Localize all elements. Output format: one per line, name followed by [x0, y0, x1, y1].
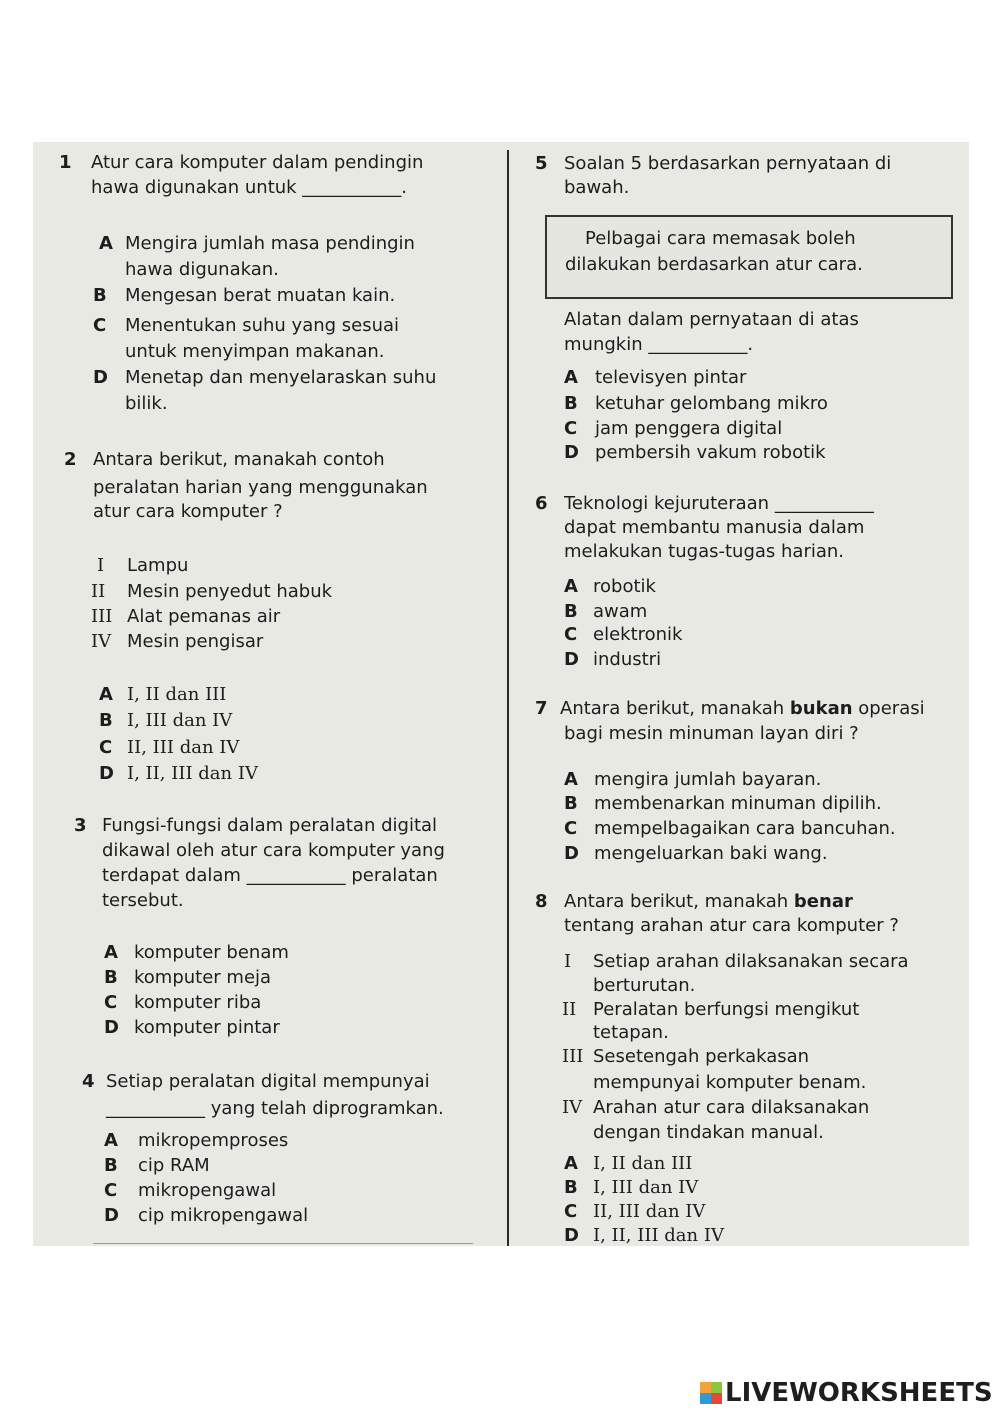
option-text: awam [593, 601, 648, 622]
liveworksheets-logo[interactable] [700, 1376, 993, 1410]
question-text: Antara berikut, manakah contoh [93, 449, 385, 470]
option-letter[interactable]: A [564, 1153, 578, 1174]
option-text: Menentukan suhu yang sesuai [125, 315, 400, 336]
question-text: Teknologi kejuruteraan ___________ [564, 493, 874, 514]
item-text: Arahan atur cara dilaksanakan [593, 1097, 870, 1118]
question-number: 8 [535, 891, 548, 912]
item-text: Peralatan berfungsi mengikut [593, 999, 860, 1020]
emphasis-word: benar [793, 891, 853, 912]
option-text: mempelbagaikan cara bancuhan. [594, 818, 896, 839]
question-number: 6 [535, 493, 548, 514]
item-text: berturutan. [593, 975, 696, 996]
worksheet-page [33, 142, 969, 1246]
question-text-part: operasi [852, 698, 925, 719]
question-number: 4 [82, 1071, 95, 1092]
option-text: jam penggera digital [595, 418, 783, 439]
item-text: Mesin penyedut habuk [127, 581, 333, 602]
option-text: cip mikropengawal [138, 1205, 309, 1226]
option-letter[interactable]: A [564, 769, 578, 790]
item-text: tetapan. [593, 1022, 669, 1043]
question-text: Setiap peralatan digital mempunyai [106, 1071, 430, 1092]
option-text: II, III dan IV [127, 737, 240, 758]
logo-grid-icon [700, 1382, 722, 1404]
question-text-part: Antara berikut, manakah [564, 891, 794, 912]
option-letter[interactable]: D [99, 763, 114, 784]
option-letter[interactable]: D [564, 649, 579, 670]
roman-numeral: IV [562, 1097, 583, 1118]
column-divider [507, 150, 509, 1246]
option-text: Mengesan berat muatan kain. [125, 285, 396, 306]
option-text: untuk menyimpan makanan. [125, 341, 385, 362]
question-text: tentang arahan atur cara komputer ? [564, 915, 899, 936]
option-text: elektronik [593, 624, 683, 645]
question-number: 1 [59, 152, 72, 173]
option-letter[interactable]: A [564, 367, 578, 388]
option-text: komputer benam [134, 942, 289, 963]
question-text: dikawal oleh atur cara komputer yang [102, 840, 445, 861]
option-text: pembersih vakum robotik [595, 442, 826, 463]
question-number: 3 [74, 815, 87, 836]
option-letter[interactable]: A [99, 233, 113, 254]
logo-square [700, 1393, 711, 1404]
question-text: peralatan harian yang menggunakan [93, 477, 428, 498]
option-text: komputer riba [134, 992, 262, 1013]
option-text: I, III dan IV [127, 710, 233, 731]
option-text: I, II dan III [593, 1153, 693, 1174]
roman-numeral: III [562, 1046, 584, 1067]
option-letter[interactable]: D [93, 367, 108, 388]
item-text: Setiap arahan dilaksanakan secara [593, 951, 909, 972]
option-letter[interactable]: B [104, 967, 118, 988]
option-letter[interactable]: C [564, 818, 578, 839]
roman-numeral: I [97, 555, 105, 576]
question-text: mungkin ___________. [564, 334, 754, 355]
option-letter[interactable]: A [99, 684, 113, 705]
question-text: Fungsi-fungsi dalam peralatan digital [102, 815, 438, 836]
emphasis-word: bukan [789, 698, 853, 719]
option-text: mikropemproses [138, 1130, 289, 1151]
option-letter[interactable]: C [564, 1201, 578, 1222]
logo-text: LIVEWORKSHEETS [725, 1378, 993, 1408]
option-text: televisyen pintar [595, 367, 747, 388]
option-text: cip RAM [138, 1155, 210, 1176]
option-letter[interactable]: B [104, 1155, 118, 1176]
option-letter[interactable]: D [564, 843, 579, 864]
option-text: industri [593, 649, 662, 670]
question-text: Alatan dalam pernyataan di atas [564, 309, 859, 330]
question-text [560, 697, 925, 721]
item-text: dengan tindakan manual. [593, 1122, 824, 1143]
question-text-part: Antara berikut, manakah [560, 698, 790, 719]
question-text: dapat membantu manusia dalam [564, 517, 865, 538]
question-number: 5 [535, 153, 548, 174]
option-text: mengira jumlah bayaran. [594, 769, 822, 790]
option-letter[interactable]: C [93, 315, 107, 336]
option-letter[interactable]: C [564, 624, 578, 645]
option-text: Menetap dan menyelaraskan suhu [125, 367, 437, 388]
option-letter[interactable]: D [564, 1225, 579, 1246]
option-text: komputer meja [134, 967, 272, 988]
question-text: ___________ yang telah diprogramkan. [106, 1098, 444, 1119]
option-letter[interactable]: B [564, 601, 578, 622]
item-text: Lampu [127, 555, 189, 576]
option-letter[interactable]: B [93, 285, 107, 306]
item-text: Sesetengah perkakasan [593, 1046, 810, 1067]
option-letter[interactable]: B [564, 1177, 578, 1198]
option-letter[interactable]: C [99, 737, 113, 758]
statement-text: Pelbagai cara memasak boleh [585, 228, 856, 249]
option-text: Mengira jumlah masa pendingin [125, 233, 415, 254]
option-letter[interactable]: D [104, 1205, 119, 1226]
question-text: Soalan 5 berdasarkan pernyataan di [564, 153, 892, 174]
question-text: atur cara komputer ? [93, 501, 283, 522]
option-letter[interactable]: B [564, 793, 578, 814]
option-letter[interactable]: A [104, 1130, 118, 1151]
roman-numeral: III [91, 606, 113, 627]
question-text: tersebut. [102, 890, 184, 911]
option-text: ketuhar gelombang mikro [595, 393, 828, 414]
option-text: mengeluarkan baki wang. [594, 843, 828, 864]
option-letter[interactable]: B [564, 393, 578, 414]
option-letter[interactable]: C [104, 1180, 118, 1201]
roman-numeral: IV [91, 631, 112, 652]
bottom-rule [93, 1243, 473, 1244]
question-text: Atur cara komputer dalam pendingin [91, 152, 424, 173]
option-text: I, III dan IV [593, 1177, 699, 1198]
option-text: robotik [593, 576, 656, 597]
roman-numeral: II [562, 999, 577, 1020]
roman-numeral: II [91, 581, 106, 602]
question-text: bawah. [564, 177, 630, 198]
option-letter[interactable]: A [564, 576, 578, 597]
option-text: I, II dan III [127, 684, 227, 705]
option-text: I, II, III dan IV [593, 1225, 724, 1246]
option-text: mikropengawal [138, 1180, 277, 1201]
option-text: hawa digunakan. [125, 259, 279, 280]
question-text: terdapat dalam ___________ peralatan [102, 865, 438, 886]
option-letter[interactable]: B [99, 710, 113, 731]
logo-square [711, 1393, 722, 1404]
item-text: mempunyai komputer benam. [593, 1072, 867, 1093]
item-text: Alat pemanas air [127, 606, 281, 627]
option-letter[interactable]: C [564, 418, 578, 439]
question-text: bagi mesin minuman layan diri ? [564, 723, 859, 744]
statement-text: dilakukan berdasarkan atur cara. [565, 254, 863, 275]
question-text: hawa digunakan untuk ___________. [91, 177, 408, 198]
option-text: II, III dan IV [593, 1201, 706, 1222]
option-letter[interactable]: A [104, 942, 118, 963]
option-text: komputer pintar [134, 1017, 280, 1038]
question-number: 2 [64, 449, 77, 470]
option-text: membenarkan minuman dipilih. [594, 793, 882, 814]
logo-square [700, 1382, 711, 1393]
option-letter[interactable]: D [104, 1017, 119, 1038]
option-letter[interactable]: C [104, 992, 118, 1013]
item-text: Mesin pengisar [127, 631, 264, 652]
statement-box [545, 215, 953, 299]
question-number: 7 [535, 698, 548, 719]
logo-square [711, 1382, 722, 1393]
question-text [564, 890, 853, 914]
option-text: I, II, III dan IV [127, 763, 258, 784]
option-text: bilik. [125, 393, 168, 414]
option-letter[interactable]: D [564, 442, 579, 463]
question-text: melakukan tugas-tugas harian. [564, 541, 845, 562]
roman-numeral: I [564, 951, 572, 972]
